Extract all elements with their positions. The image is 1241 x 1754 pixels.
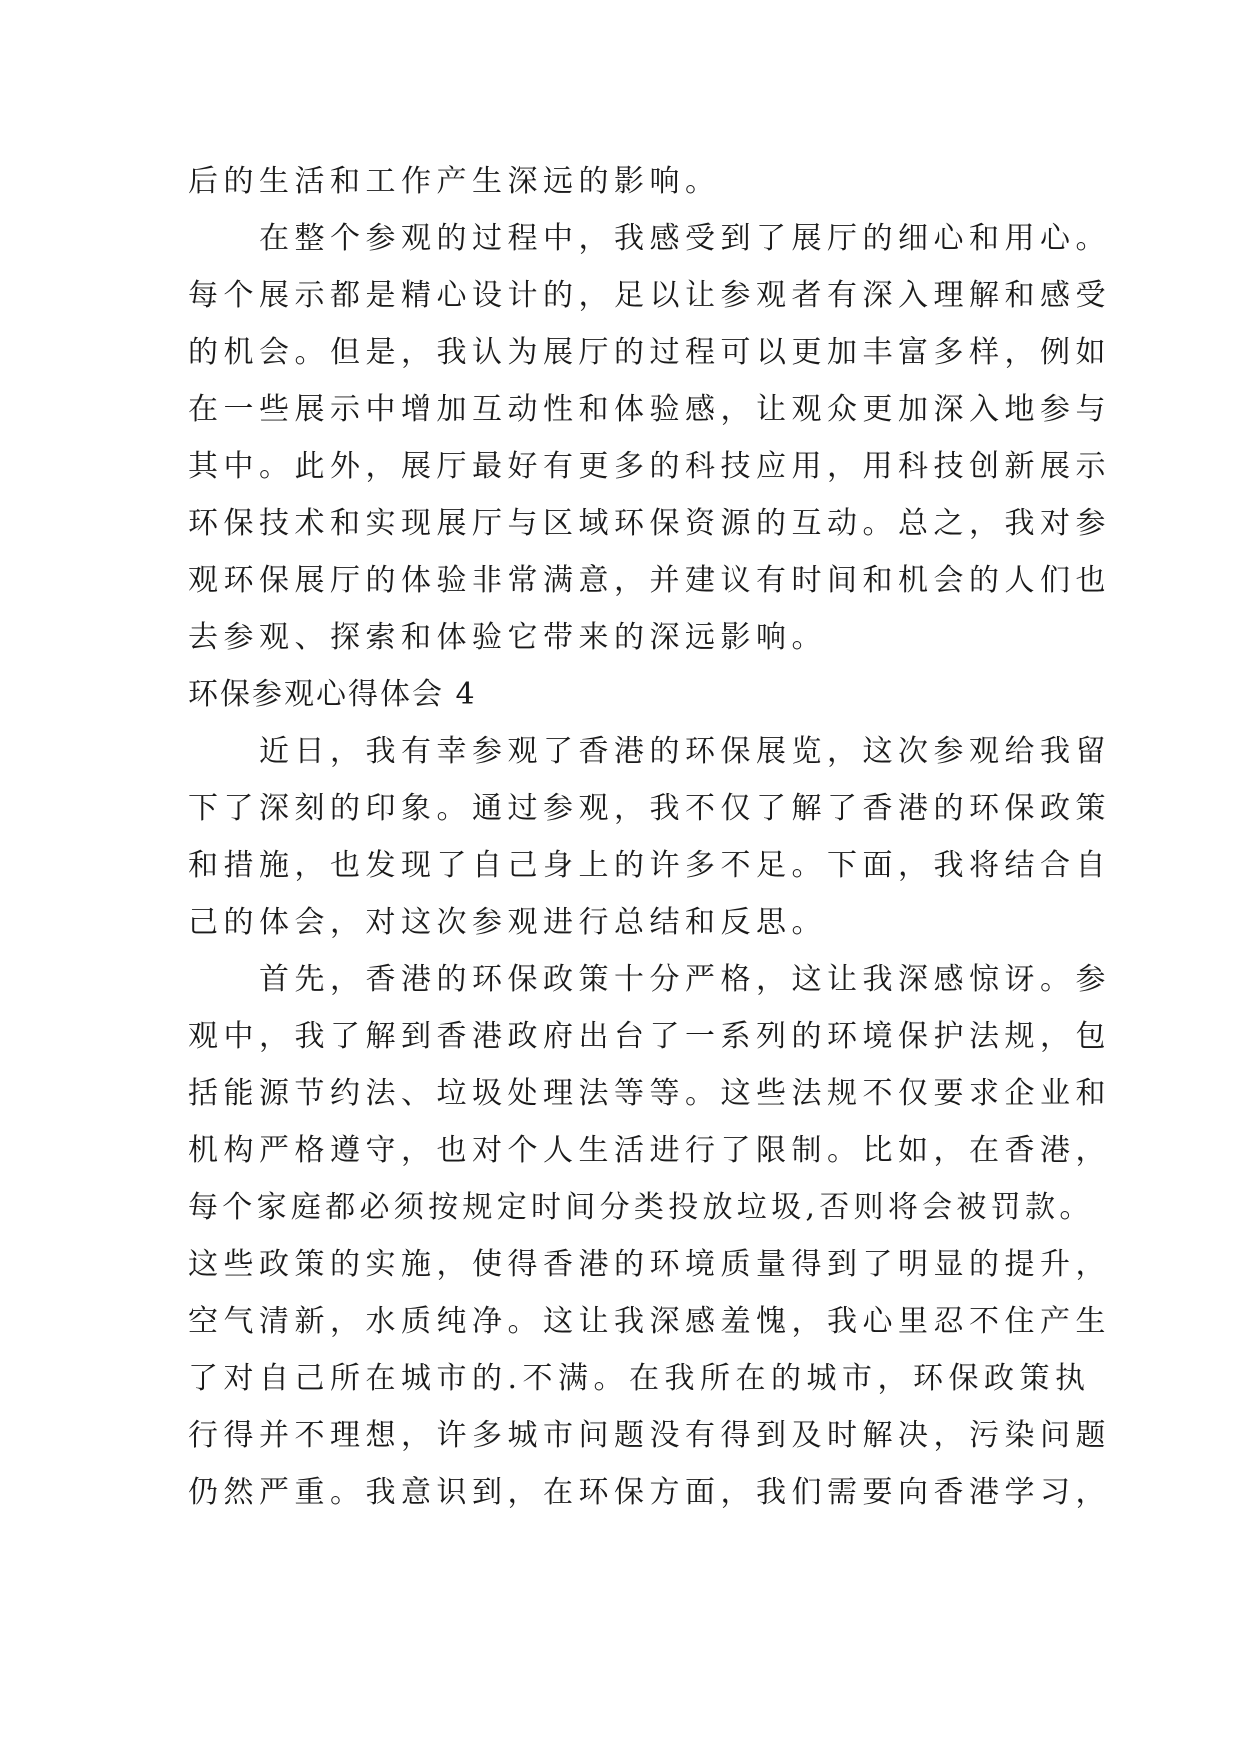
paragraph-first-line: 近日，我有幸参观了香港的环保展览，这次参观给我留 — [188, 734, 1111, 769]
text-line: 这些政策的实施，使得香港的环境质量得到了明显的提升， — [188, 1247, 1111, 1282]
text-line: 己的体会，对这次参观进行总结和反思。 — [188, 905, 827, 940]
text-line: 行得并不理想，许多城市问题没有得到及时解决，污染问题 — [188, 1418, 1111, 1453]
section-heading: 环保参观心得体会 4 — [188, 677, 477, 712]
text-line: 仍然严重。我意识到，在环保方面，我们需要向香港学习， — [188, 1475, 1111, 1510]
text-line: 括能源节约法、垃圾处理法等等。这些法规不仅要求企业和 — [188, 1076, 1111, 1111]
text-line: 每个家庭都必须按规定时间分类投放垃圾,否则将会被罚款。 — [188, 1190, 1094, 1225]
text-line: 下了深刻的印象。通过参观，我不仅了解了香港的环保政策 — [188, 791, 1111, 826]
text-line: 每个展示都是精心设计的，足以让参观者有深入理解和感受 — [188, 278, 1111, 313]
text-line: 空气清新，水质纯净。这让我深感羞愧，我心里忍不住产生 — [188, 1304, 1111, 1339]
text-line: 机构严格遵守，也对个人生活进行了限制。比如，在香港， — [188, 1133, 1111, 1168]
text-line: 去参观、探索和体验它带来的深远影响。 — [188, 620, 827, 655]
text-line: 和措施，也发现了自己身上的许多不足。下面，我将结合自 — [188, 848, 1111, 883]
text-line: 的机会。但是，我认为展厅的过程可以更加丰富多样，例如 — [188, 335, 1111, 370]
text-line: 观中，我了解到香港政府出台了一系列的环境保护法规，包 — [188, 1019, 1111, 1054]
paragraph-first-line: 在整个参观的过程中，我感受到了展厅的细心和用心。 — [188, 221, 1111, 256]
text-line: 在一些展示中增加互动性和体验感，让观众更加深入地参与 — [188, 392, 1111, 427]
text-line: 后的生活和工作产生深远的影响。 — [188, 164, 721, 199]
text-line: 其中。此外，展厅最好有更多的科技应用，用科技创新展示 — [188, 449, 1111, 484]
document-body — [188, 153, 1111, 1521]
text-line: 观环保展厅的体验非常满意，并建议有时间和机会的人们也 — [188, 563, 1111, 598]
paragraph-first-line: 首先，香港的环保政策十分严格，这让我深感惊讶。参 — [188, 962, 1111, 997]
text-line: 环保技术和实现展厅与区域环保资源的互动。总之，我对参 — [188, 506, 1111, 541]
text-line: 了对自己所在城市的.不满。在我所在的城市，环保政策执 — [188, 1361, 1091, 1396]
